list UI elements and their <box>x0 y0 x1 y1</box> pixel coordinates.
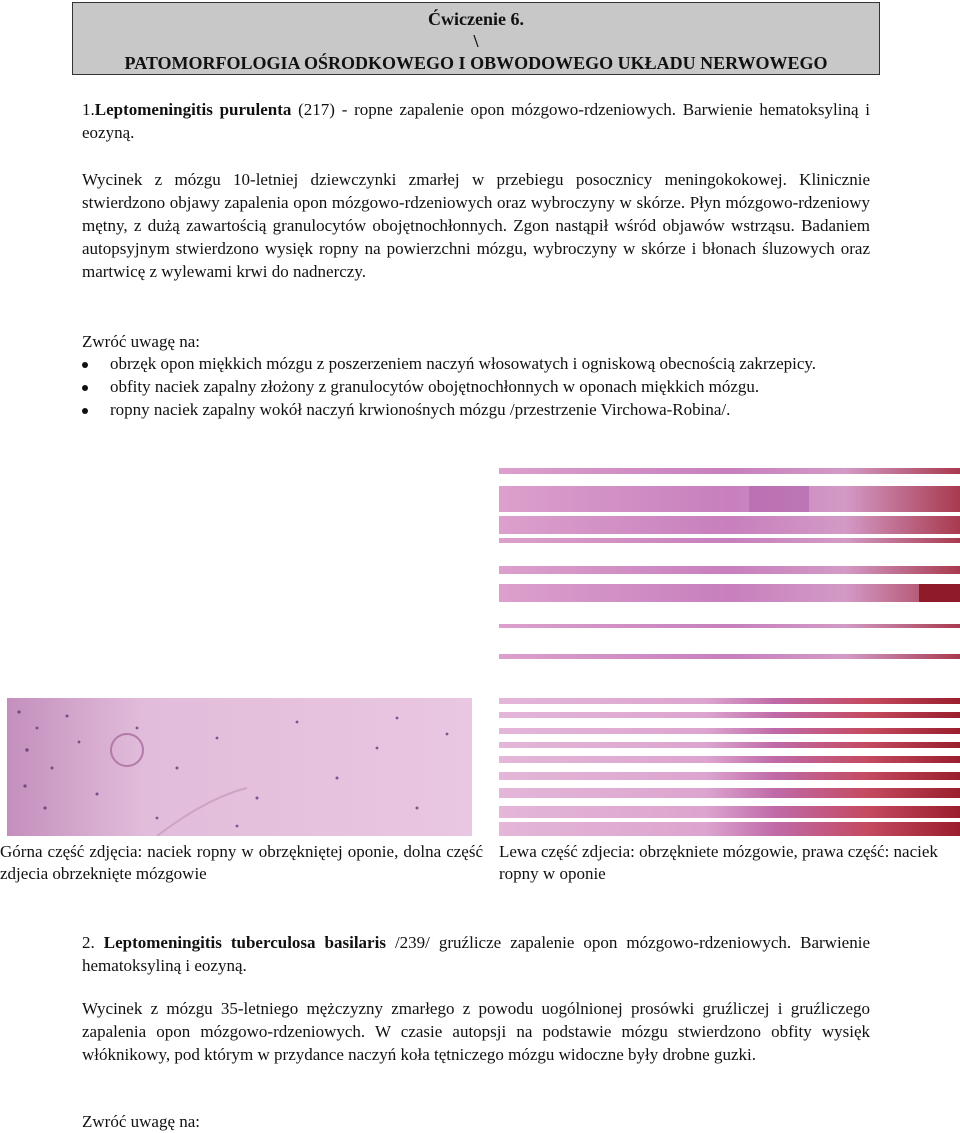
bullet-icon <box>82 362 88 368</box>
section2-heading-rest: /239/ gruźlicze zapalenie opon mózgowo-rdzeniowych. Barwienie hematoksyliną i eozyną. <box>82 933 871 975</box>
section2-attention-label: Zwróć uwagę na: <box>82 1112 201 1131</box>
section1-heading <box>82 98 870 144</box>
section1-name: Leptomeningitis purulenta <box>94 100 292 119</box>
exercise-title-box <box>72 2 880 75</box>
list-item: obfity naciek zapalny złożony z granulocytów obojętnochłonnych w oponach miękkich mózgu. <box>82 375 882 398</box>
exercise-title: Ćwiczenie 6. <box>428 9 524 29</box>
micrograph-bottom-right <box>499 698 960 836</box>
section1-bullet-list <box>82 352 882 421</box>
title-backslash: \ <box>473 31 479 51</box>
micrograph-top-right <box>499 468 960 663</box>
figure-caption-right: Lewa część zdjecia: obrzękniete mózgowie, prawa część: naciek ropny w oponie <box>499 842 938 883</box>
list-item: obrzęk opon miękkich mózgu z poszerzeniem naczyń włosowatych i ogniskową obecnością zakrzepicy. <box>82 352 882 375</box>
exercise-subtitle: PATOMORFOLOGIA OŚRODKOWEGO I OBWODOWEGO UKŁADU NERWOWEGO <box>124 53 828 73</box>
section2-description: Wycinek z mózgu 35-letniego mężczyzny zmarłego z powodu uogólnionej prosówki gruźliczej i gruźliczego zapalenia opon mózgowo-rdzeniowych. W czasie autopsji na podstawie mózgu stwierdzono obfity wysięk włóknikowy, pod którym w przydance naczyń koła tętniczego mózgu widoczne były drobne guzki. <box>82 999 870 1064</box>
section2-name: Leptomeningitis tuberculosa basilaris <box>103 933 386 952</box>
list-item: ropny naciek zapalny wokół naczyń krwionośnych mózgu /przestrzenie Virchowa-Robina/. <box>82 398 882 421</box>
section1-attention-label: Zwróć uwagę na: <box>82 332 201 351</box>
bullet-icon <box>82 408 88 414</box>
bullet-icon <box>82 385 88 391</box>
section2-heading <box>82 931 870 977</box>
figure-caption-left: Górna część zdjęcia: naciek ropny w obrzękniętej oponie, dolna część zdjecia obrzeknięte mózgowie <box>0 842 483 883</box>
section1-description: Wycinek z mózgu 10-letniej dziewczynki zmarłej w przebiegu posocznicy meningokokowej. Klinicznie stwierdzono objawy zapalenia opon mózgowo-rdzeniowych oraz wybroczyny w skórze. Płyn mózgowo-rdzeniowy mętny, z dużą zawartością granulocytów obojętnochłonnych. Zgon nastąpił wśród objawów wstrząsu. Badaniem autopsyjnym stwierdzono wysięk ropny na powierzchni mózgu, wybroczyny w skórze i błonach śluzowych oraz martwicę z wylewami krwi do nadnerczy. <box>82 170 870 281</box>
micrograph-bottom-left <box>7 698 472 836</box>
section1-heading-rest: (217) - ropne zapalenie opon mózgowo-rdzeniowych. Barwienie hematoksyliną i eozyną. <box>82 100 870 142</box>
section1-number: 1. <box>82 100 95 119</box>
section2-number: 2. <box>82 933 95 952</box>
